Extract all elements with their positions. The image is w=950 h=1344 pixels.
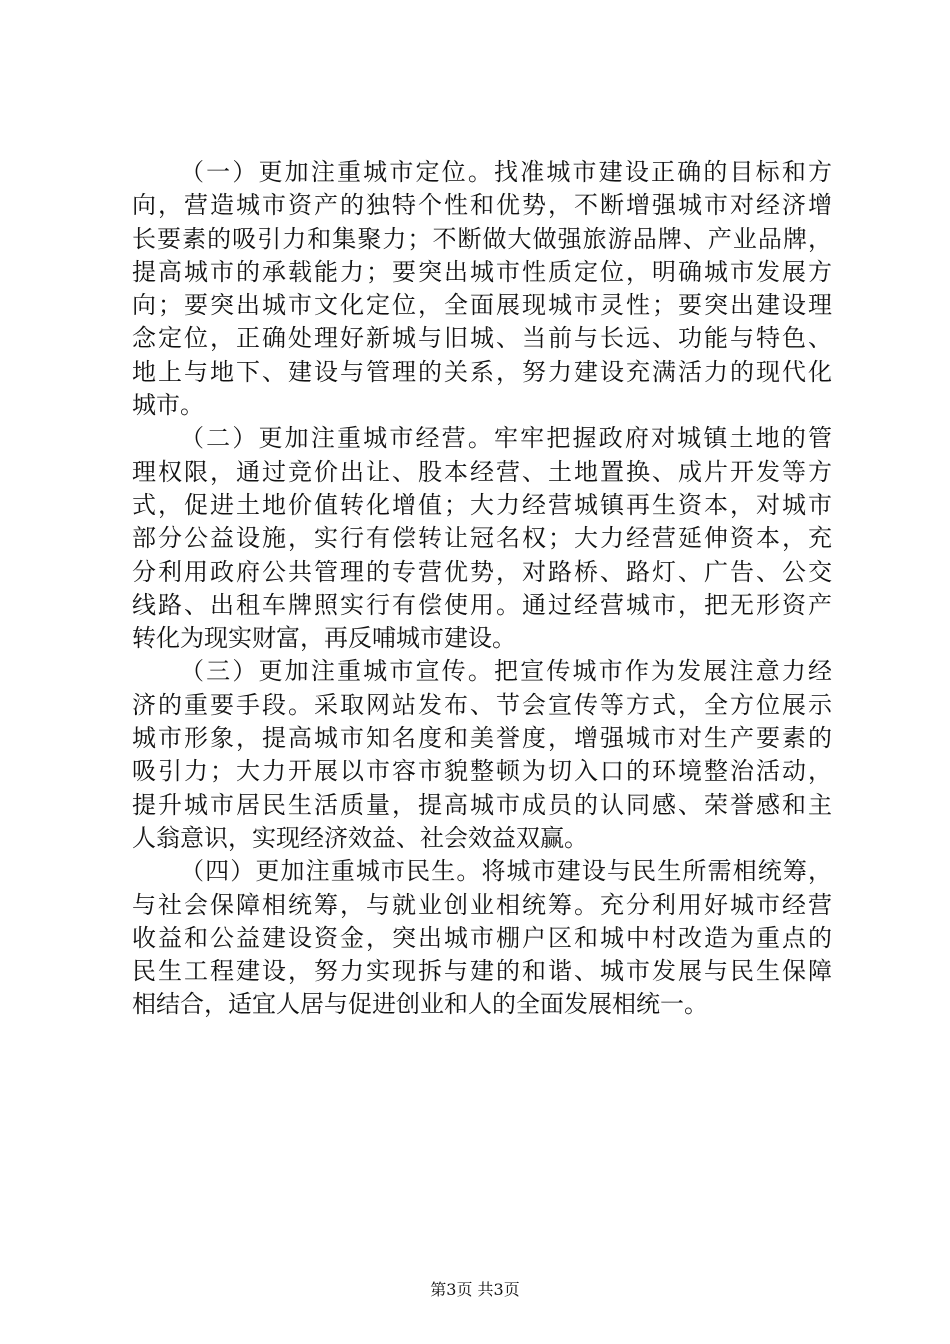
document-body <box>132 156 832 1022</box>
paragraph-line: 提升城市居民生活质量，提高城市成员的认同感、荣誉感和主 <box>132 790 832 819</box>
paragraph-line: 民生工程建设，努力实现拆与建的和谐、城市发展与民生保障 <box>132 957 832 986</box>
paragraph-1 <box>132 156 832 422</box>
paragraph-line: 长要素的吸引力和集聚力；不断做大做强旅游品牌、产业品牌， <box>132 224 832 253</box>
paragraph-line: 念定位，正确处理好新城与旧城、当前与长远、功能与特色、 <box>132 324 832 353</box>
paragraph-line: 理权限，通过竞价出让、股本经营、土地置换、成片开发等方 <box>132 457 832 486</box>
paragraph-line: （三）更加注重城市宣传。把宣传城市作为发展注意力经 <box>180 657 832 686</box>
paragraph-line: （四）更加注重城市民生。将城市建设与民生所需相统筹， <box>180 857 832 886</box>
paragraph-line: 转化为现实财富，再反哺城市建设。 <box>132 624 516 653</box>
page-footer: 第3页 共3页 <box>430 1280 520 1299</box>
paragraph-line: （二）更加注重城市经营。牢牢把握政府对城镇土地的管 <box>180 424 832 453</box>
paragraph-3 <box>132 655 832 855</box>
paragraph-line: 向，营造城市资产的独特个性和优势，不断增强城市对经济增 <box>132 191 832 220</box>
paragraph-line: 济的重要手段。采取网站发布、节会宣传等方式，全方位展示 <box>132 690 832 719</box>
paragraph-line: 收益和公益建设资金，突出城市棚户区和城中村改造为重点的 <box>132 923 832 952</box>
paragraph-line: 吸引力；大力开展以市容市貌整顿为切入口的环境整治活动， <box>132 757 832 786</box>
paragraph-line: （一）更加注重城市定位。找准城市建设正确的目标和方 <box>180 158 832 186</box>
paragraph-4 <box>132 855 832 1021</box>
paragraph-line: 地上与地下、建设与管理的关系，努力建设充满活力的现代化 <box>132 357 832 386</box>
paragraph-line: 相结合，适宜人居与促进创业和人的全面发展相统一。 <box>132 990 708 1019</box>
paragraph-line: 式，促进土地价值转化增值；大力经营城镇再生资本，对城市 <box>132 490 832 519</box>
paragraph-line: 人翁意识，实现经济效益、社会效益双赢。 <box>132 823 588 852</box>
paragraph-line: 部分公益设施，实行有偿转让冠名权；大力经营延伸资本，充 <box>132 524 832 553</box>
paragraph-2 <box>132 422 832 655</box>
paragraph-line: 提高城市的承载能力；要突出城市性质定位，明确城市发展方 <box>132 257 832 286</box>
paragraph-line: 线路、出租车牌照实行有偿使用。通过经营城市，把无形资产 <box>132 590 832 619</box>
paragraph-line: 分利用政府公共管理的专营优势，对路桥、路灯、广告、公交 <box>132 557 832 586</box>
paragraph-line: 向；要突出城市文化定位，全面展现城市灵性；要突出建设理 <box>132 291 832 320</box>
paragraph-line: 城市。 <box>132 391 204 420</box>
paragraph-line: 城市形象，提高城市知名度和美誉度，增强城市对生产要素的 <box>132 724 832 753</box>
paragraph-line: 与社会保障相统筹，与就业创业相统筹。充分利用好城市经营 <box>132 890 832 919</box>
